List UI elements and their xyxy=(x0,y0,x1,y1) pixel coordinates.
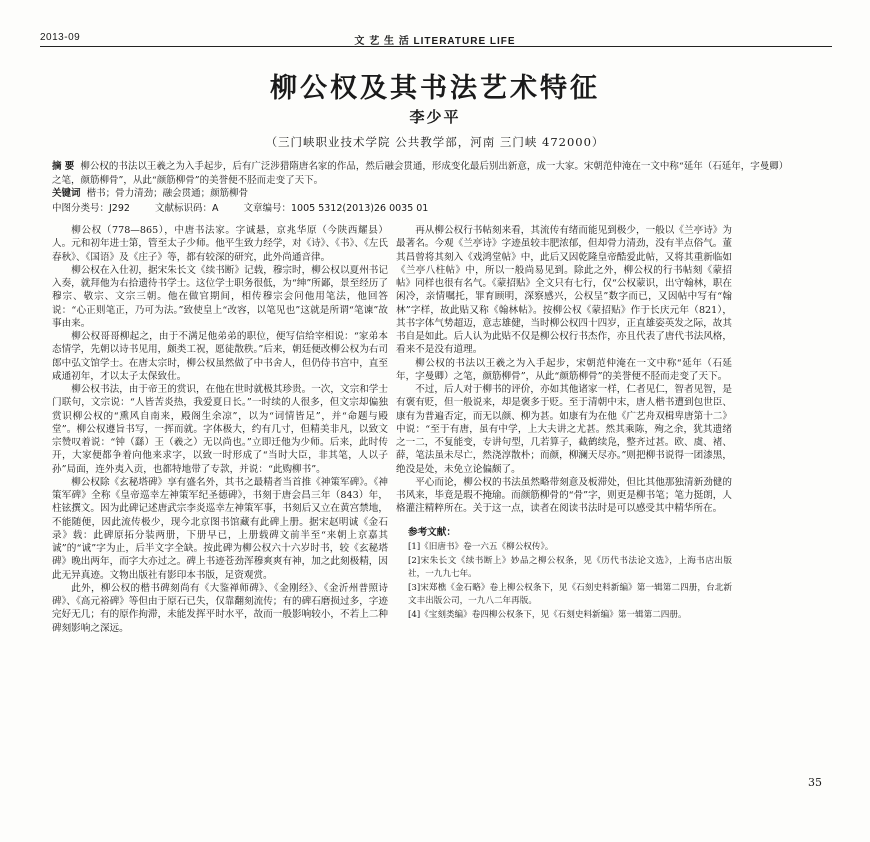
body-paragraph: 此外，柳公权的楷书碑刻尚有《大鉴禅师碑》、《金刚经》、《金沂州普照诗碑》、《高元裕碑》等但由于原石已失，仅靠翻刻流传；有的碑石磨损过多，字迹完好无几；有的原作拘滞，未能发挥平时水平，故而一般影响较小，不若上二种碑刻影响之深远。 xyxy=(52,582,388,634)
article-number: 文章编号：1005 5312(2013)26 0035 01 xyxy=(243,203,429,214)
body-paragraph: 柳公权除《玄秘塔碑》享有盛名外，其书之最精者当首推《神策军碑》。《神策军碑》全称《皇帝巡幸左神策军纪圣德碑》，书刻于唐会昌三年（843）年，柱铉撰文。因为此碑记述唐武宗李炎巡幸左神策军事，书刻后又立在黄宫禁地，不能随便，因此流传极少，现今北京图书馆藏有此碑上册。据宋赵明诚《金石录》载：此碑原拓分装两册，下册早已，上册载碑文前半至“来朝上京嘉其诚”的“诚”字为止，后半文字全缺。按此碑为柳公权六十六岁时书，较《玄秘塔碑》晚出两年，而字大亦过之。碑上书迹苍劲浑穆爽爽有神，加之此刻极精，因此无异真迹。文物出版社有影印本书版，足资观赏。 xyxy=(52,476,388,581)
keywords xyxy=(52,187,792,201)
keywords-label: 关键词 xyxy=(52,188,81,199)
classification-number: 中图分类号：J292 xyxy=(52,203,130,214)
body-paragraph: 柳公权的书法以王羲之为入手起步，宋朝范仲淹在一文中称“延年（石延年，字曼卿）之笔，颜筋柳骨”，从此“颜筋柳骨”的美誉便不胫而走变了天下。 xyxy=(396,357,732,382)
body-paragraph: 平心而论，柳公权的书法虽然略带刻意及板滞处，但比其他那独清新劲健的书风来，毕竟是瑕不掩瑜。而颜筋柳骨的“骨”字，则更是柳书笔；笔力挺朗，人格灌注精粹所在。关于这一点，读者在阅读书法时是可以感受其中精华所在。 xyxy=(396,476,732,515)
body-paragraph: 柳公权（778—865），中唐书法家。字诚悬，京兆华原（今陕西耀县）人。元和初年进士第，管至太子少师。他平生致力经学，对《诗》、《书》、《左氏春秋》、《国语》及《庄子》等，都有较深的研究，此外尚通音律。 xyxy=(52,225,388,263)
body-paragraph: 柳公权书法，由于帝王的赏识，在他在世时就极其珍贵。一次，文宗和学士门联句，文宗说：“人皆苦炎热，我爱夏日长。”一时续的人很多，但文宗却偏独赏识柳公权的“熏风自南来，殿阁生余凉”，以为“词情皆足”，并“命题与殿堂”。柳公权遵旨书写，一挥而就。字体极大，约有几寸，但精美非凡，以致文宗赞叹着说：“钟（繇）王（羲之）无以尚也。”立即迁他为少师。后来，此时传开，大家便都争着向他来求字，以致一时形成了“当时大臣，非其笔，人以子孙”局面，连外夷入贡，也都特地带了专款，并说：“此购柳书”。 xyxy=(52,384,388,475)
page-number: 35 xyxy=(808,776,822,789)
reference-item: [3]宋郑樵《金石略》卷上柳公权条下，见《石刻史料新编》第一辑第二四册，台北新文丰出版公司，一九八二年再版。 xyxy=(408,583,732,606)
keywords-text: 楷书；骨力清劲；融会贯通；颜筋柳骨 xyxy=(86,188,249,199)
body-paragraph: 柳公权在入仕初，据宋朱长文《续书断》记载，穆宗时，柳公权以夏州书记入奏，就拜他为右拾遗待书学士。这位学士职务很低，为“绅”所鄙，景至经历了穆宗、敬宗、文宗三朝。他在做官期间，相传穆宗会问他用笔法，他回答说：“心正则笔正，乃可为法。”致使皇上“改容，以笔见也”这就是所谓“笔谏”故事由来。 xyxy=(52,264,388,329)
body-paragraph: 不过，后人对于柳书的评价，亦如其他诸家一样，仁者见仁，智者见智，是有褒有贬，但一般说来，却是褒多于贬。至于清朝中末，唐人楷书遭到包世臣、康有为普遍否定，而无以颜、柳为甚。如康有为在他《广艺舟双楫卑唐第十二》中说：“至于有唐，虽有中学，上大夫讲之尤甚。然其乘陈，殉之余，犹其遗绪之一二，不复能变，专讲句型，几若算子，截鹤续凫，整齐过甚。欧、虞、褚、薛，笔法虽未尽亡，然浇淳散朴；而颜，柳澜天尽亦。”则把柳书说得一团漆黑，绝没是处，未免立论偏颇了。 xyxy=(396,384,732,475)
article-author: 李少平 xyxy=(409,108,461,126)
reference-item: [4]《宝刻类编》卷四柳公权条下，见《石刻史料新编》第一辑第二四册。 xyxy=(408,610,687,621)
document-code: 文献标识码：A xyxy=(154,203,219,214)
header-divider xyxy=(40,46,832,47)
reference-item: [1]《旧唐书》卷一六五《柳公权传》。 xyxy=(408,541,554,552)
journal-name: 文 艺 生 活 LITERATURE LIFE xyxy=(354,36,516,47)
abstract-text: 柳公权的书法以王羲之为入手起步，后有广泛涉猎隋唐名家的作品，然后融会贯通，形成变化最后别出新意，成一大家。宋朝范仲淹在一文中称“延年（石延年，字曼卿）之笔，颜筋柳骨”，从此“颜筋柳骨”的美誉便不胫而走变了天下。 xyxy=(52,161,789,186)
references-heading: 参考文献： xyxy=(408,526,456,538)
body-paragraph: 再从柳公权行书帖刻来看，其流传有绪而能见到极少，一般以《兰亭诗》为最著名。今观《兰亭诗》字迹虽较丰肥浓郁，但却骨力清劲，没有半点俗气。董其昌曾将其刻入《戏鸿堂帖》中，此后又因乾隆皇帝酷爱此帖，又将其重新临如《兰亭八柱帖》中，所以一般尚易见到。除此之外，柳公权的行书帖刻《蒙招帖》同样也很有名气。《蒙招贴》全文只有七行，仅“公权蒙识，出守翰林，职在闲冷，亲情嘱托，罪育顾明，深察感兴，公权呈”数字而已，又因帖中写有“翰林”字样，故此贴又称《翰林帖》。按柳公权《蒙招贴》作于长庆元年（821），其书字体气势超迈，意志雄健，当时柳公权四十四岁，正直雄姿英发之际，故其书自是如此。后人认为此贴不仅是柳公权行书杰作，亦且代表了唐代书法风格，看来不是没有道理。 xyxy=(396,225,732,356)
reference-item: [2]宋朱长文《续书断上》妙品之柳公权条，见《历代书法论文选》，上海书店出版社，一九九七年。 xyxy=(408,556,732,579)
author-affiliation: （三门峡职业技术学院 公共教学部，河南 三门峡 472000） xyxy=(265,135,605,149)
body-column-left xyxy=(52,224,388,635)
classification-line xyxy=(52,202,792,216)
abstract-label: 摘 要 xyxy=(52,161,75,172)
body-paragraph: 柳公权哥哥柳起之，由于不满足他弟弟的职位，便写信给宰相说：“家弟本态情学，先朝以诗书见用，颇类工祝，愿徒散秩。”后来，朝廷便改柳公权为右司郎中弘文馆学士。在唐太宗时，柳公权虽然做了中书舍人，但仍侍书宫中，直至咸通初年，才以太子太保致仕。 xyxy=(52,331,388,382)
abstract xyxy=(52,160,792,188)
issue-date: 2013-09 xyxy=(40,32,81,43)
body-column-right xyxy=(396,224,732,622)
article-title: 柳公权及其书法艺术特征 xyxy=(270,73,600,104)
